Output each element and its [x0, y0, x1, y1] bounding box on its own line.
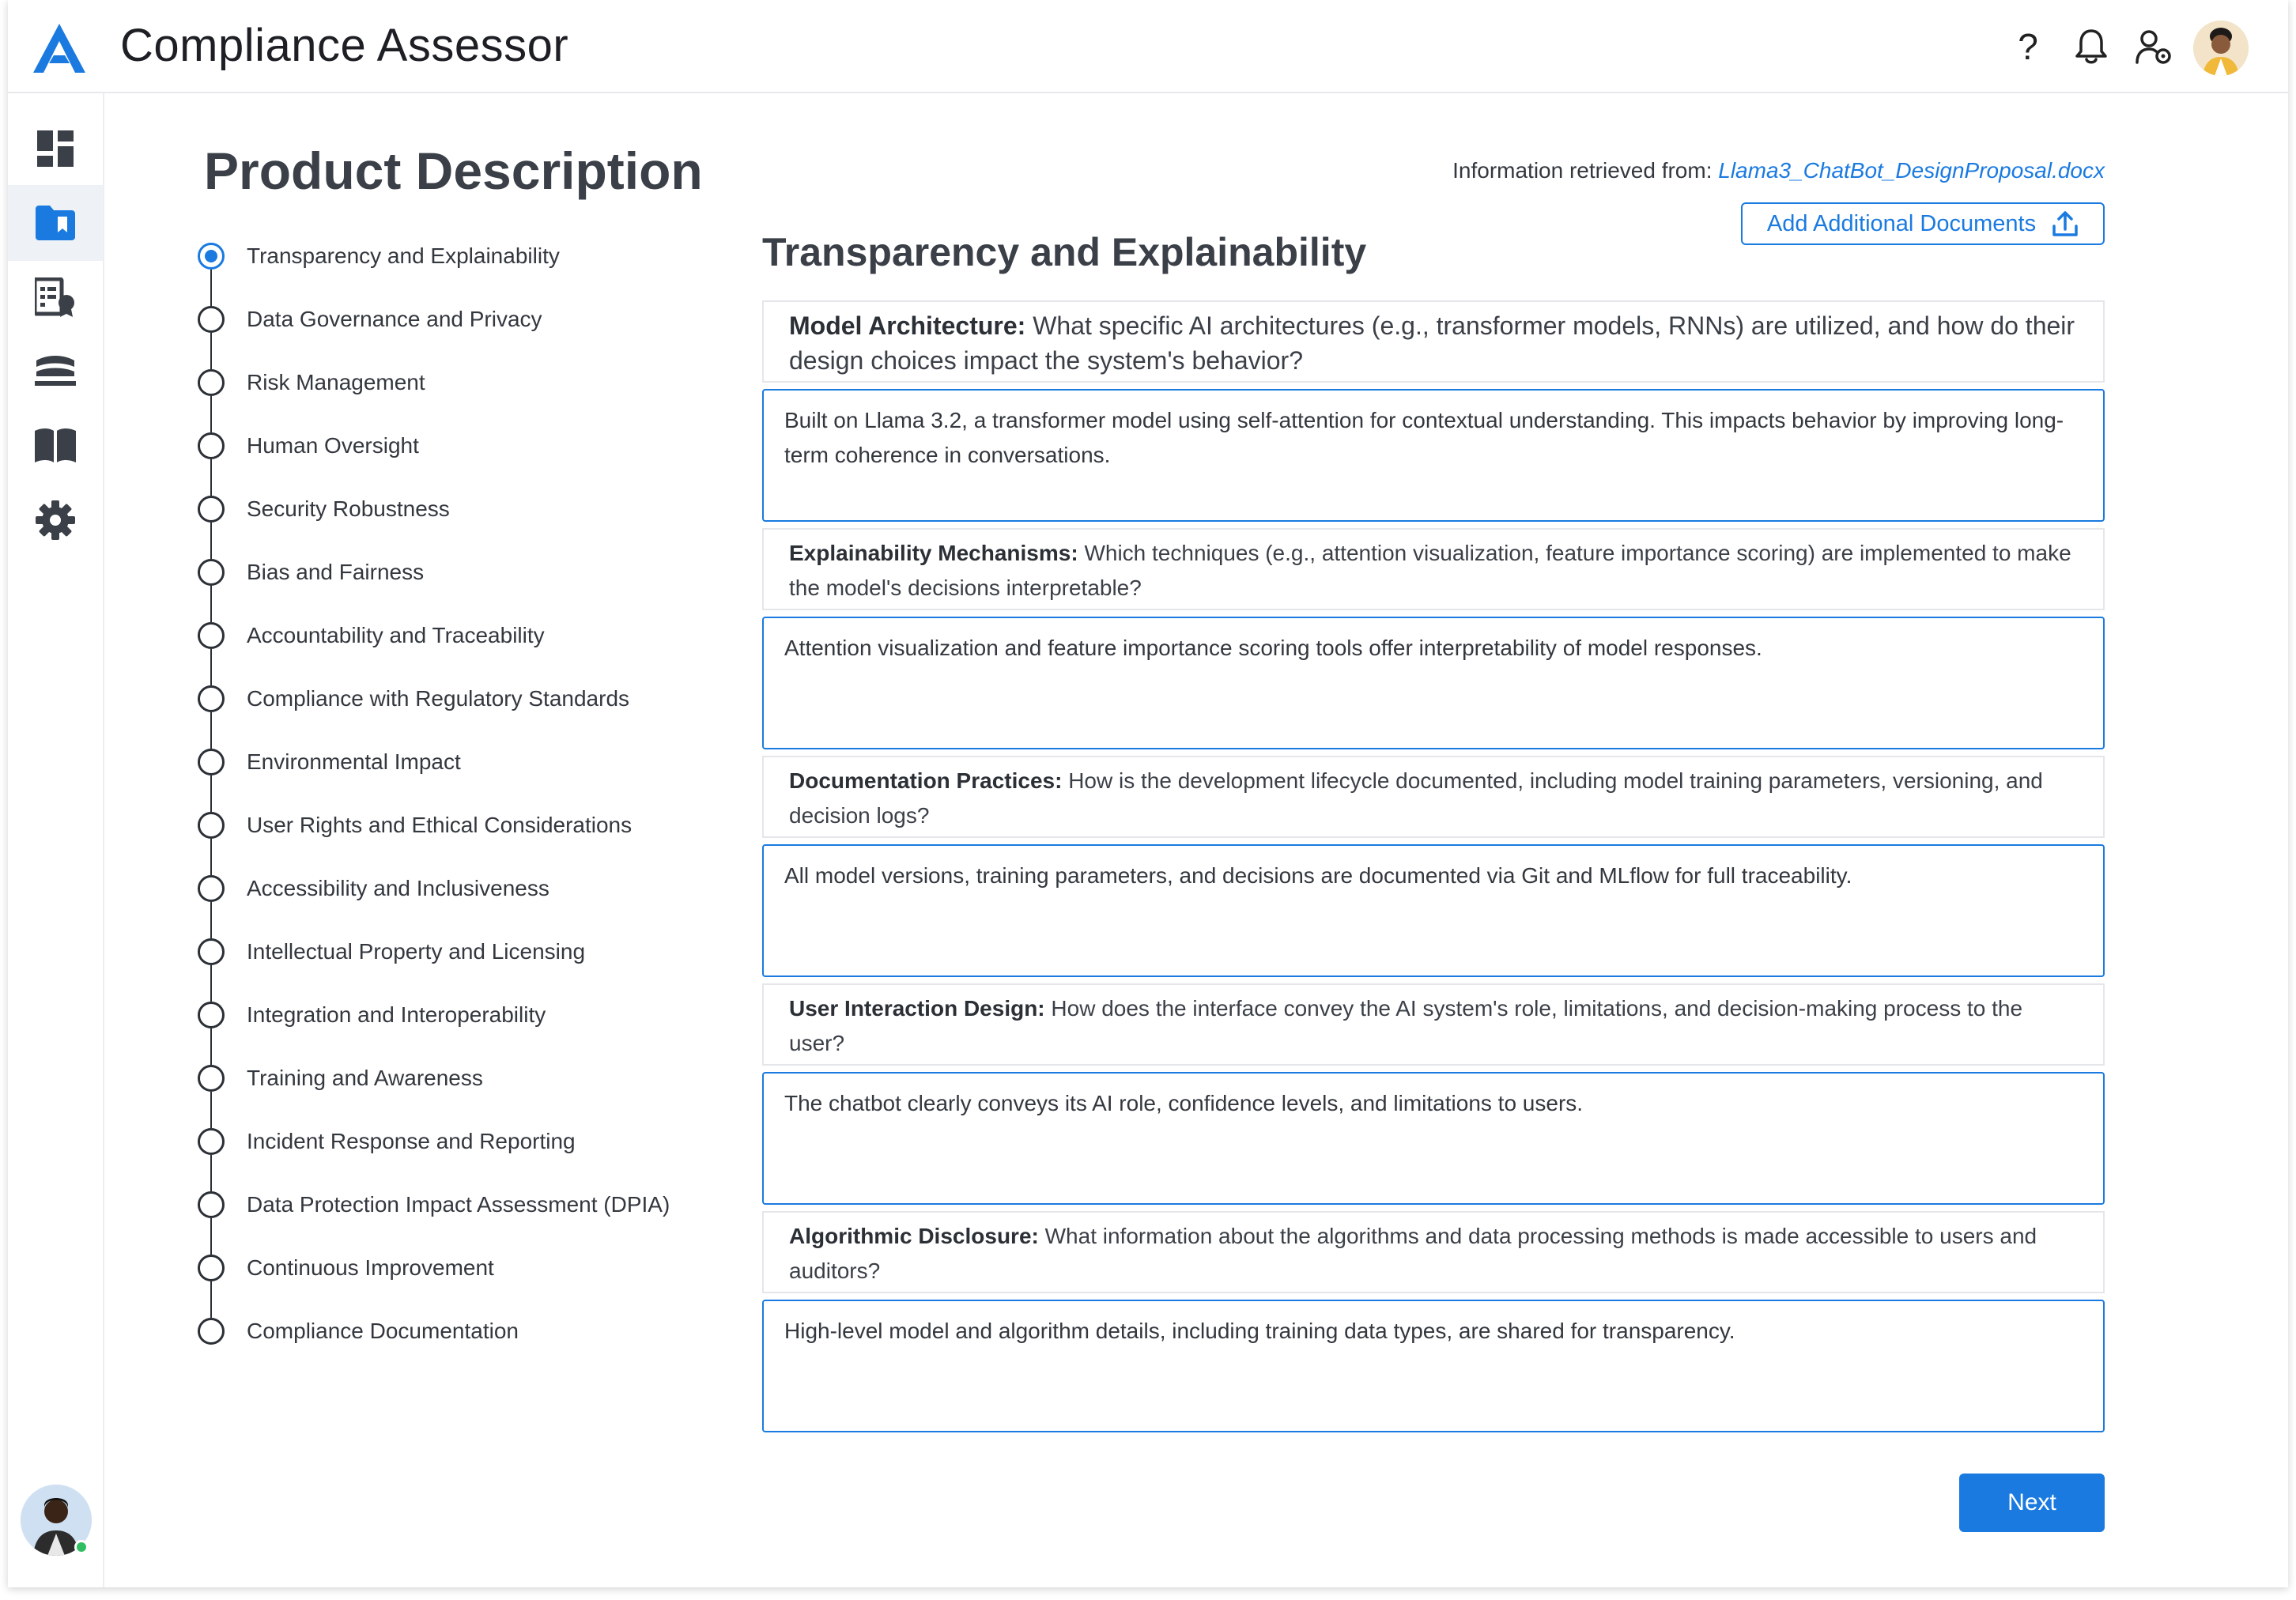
step-item[interactable] — [198, 999, 735, 1031]
hat-icon — [35, 356, 76, 387]
step-label: Intellectual Property and Licensing — [247, 939, 586, 964]
step-label: Integration and Interoperability — [247, 1002, 546, 1027]
app-title: Compliance Assessor — [120, 20, 569, 71]
step-connector — [210, 459, 212, 496]
step-connector — [210, 396, 212, 432]
step-label: Security Robustness — [247, 496, 450, 521]
step-radio[interactable] — [198, 685, 225, 712]
step-radio[interactable] — [198, 1002, 225, 1028]
step-radio[interactable] — [198, 749, 225, 775]
step-label: Incident Response and Reporting — [247, 1129, 576, 1153]
app-window — [8, 0, 2288, 1587]
step-radio[interactable] — [198, 938, 225, 965]
sidebar-item-folder[interactable] — [8, 185, 103, 261]
report-badge-icon — [35, 277, 76, 317]
help-glyph: ? — [2018, 26, 2038, 67]
question-box — [762, 1211, 2105, 1293]
question-box — [762, 983, 2105, 1066]
sidebar-item-settings[interactable] — [8, 482, 103, 558]
step-radio[interactable] — [198, 1318, 225, 1345]
app-logo-icon — [32, 22, 87, 74]
step-label: Continuous Improvement — [247, 1255, 494, 1280]
bell-shape — [2074, 28, 2109, 66]
page-title: Product Description — [204, 142, 703, 200]
step-item[interactable] — [198, 809, 735, 841]
step-item[interactable] — [198, 746, 735, 778]
step-item[interactable] — [198, 873, 735, 904]
online-status-dot — [74, 1540, 89, 1554]
question-box — [762, 300, 2105, 383]
folder-bookmark-icon — [36, 206, 75, 240]
step-item[interactable] — [198, 620, 735, 651]
step-label: Transparency and Explainability — [247, 243, 560, 268]
question-text: How is the development lifecycle documented, including model training parameters, versioning, and decision logs? — [789, 768, 2043, 828]
step-connector — [210, 1218, 212, 1255]
step-radio[interactable] — [198, 559, 225, 586]
step-connector — [210, 1092, 212, 1128]
question-text: What information about the algorithms and data processing methods is made accessible to users and auditors? — [789, 1224, 2037, 1283]
step-radio[interactable] — [198, 622, 225, 649]
step-connector — [210, 1028, 212, 1065]
step-label: Data Governance and Privacy — [247, 307, 542, 331]
question-heading: Explainability Mechanisms: — [789, 541, 1078, 565]
dashboard-icon — [37, 130, 74, 167]
info-prefix: Information retrieved from: — [1452, 158, 1719, 183]
step-item[interactable] — [198, 240, 735, 272]
step-connector — [210, 523, 212, 559]
answer-textarea[interactable]: Built on Llama 3.2, a transformer model using self-attention for contextual understanding. This impacts behavior by improving long-term coherence in conversations. — [762, 389, 2105, 522]
step-label: Accessibility and Inclusiveness — [247, 876, 549, 900]
step-item[interactable] — [198, 304, 735, 335]
step-item[interactable] — [198, 430, 735, 462]
step-label: Bias and Fairness — [247, 560, 425, 584]
book-icon — [35, 428, 76, 464]
step-label: User Rights and Ethical Considerations — [247, 813, 633, 837]
step-radio[interactable] — [198, 875, 225, 902]
step-connector — [210, 965, 212, 1002]
step-item[interactable] — [198, 1252, 735, 1284]
step-connector — [210, 586, 212, 622]
step-connector — [210, 712, 212, 749]
question-heading: Algorithmic Disclosure: — [789, 1224, 1039, 1248]
add-documents-button[interactable] — [1741, 202, 2105, 245]
question-text: What specific AI architectures (e.g., transformer models, RNNs) are utilized, and how do their design choices impact the system's behavior? — [789, 311, 2075, 375]
step-item[interactable] — [198, 1189, 735, 1221]
avatar-image — [2193, 21, 2249, 76]
step-radio[interactable] — [198, 432, 225, 459]
step-label: Risk Management — [247, 370, 425, 394]
question-heading: Documentation Practices: — [789, 768, 1063, 793]
avatar[interactable] — [2193, 21, 2249, 76]
step-label: Compliance Documentation — [247, 1319, 519, 1343]
step-radio[interactable] — [198, 306, 225, 333]
sidebar-item-training[interactable] — [8, 334, 103, 409]
step-item[interactable] — [198, 1315, 735, 1347]
user-gear-shape — [2135, 28, 2174, 66]
question-box — [762, 528, 2105, 610]
answer-textarea[interactable]: Attention visualization and feature importance scoring tools offer interpretability of model responses. — [762, 617, 2105, 749]
step-radio[interactable] — [198, 1191, 225, 1218]
section-title: Transparency and Explainability — [762, 230, 1367, 274]
step-item[interactable] — [198, 557, 735, 588]
step-connector — [210, 270, 212, 306]
step-label: Data Protection Impact Assessment (DPIA) — [247, 1192, 670, 1217]
step-radio[interactable] — [198, 1065, 225, 1092]
sidebar — [8, 93, 104, 1587]
help-icon[interactable] — [2008, 27, 2048, 66]
step-label: Training and Awareness — [247, 1066, 483, 1090]
step-connector — [210, 1281, 212, 1318]
sidebar-item-dashboard[interactable] — [8, 111, 103, 187]
info-source — [1241, 158, 2105, 183]
answer-textarea[interactable]: All model versions, training parameters, and decisions are documented via Git and MLflow for full traceability. — [762, 844, 2105, 977]
source-file-link[interactable]: Llama3_ChatBot_DesignProposal.docx — [1718, 158, 2105, 183]
gear-icon — [36, 500, 75, 540]
step-item[interactable] — [198, 683, 735, 715]
step-label: Environmental Impact — [247, 749, 461, 774]
step-radio[interactable] — [198, 1255, 225, 1281]
question-text: Which techniques (e.g., attention visualization, feature importance scoring) are implemented to make the model's decisions interpretable? — [789, 541, 2071, 600]
step-label: Compliance with Regulatory Standards — [247, 686, 630, 711]
step-item[interactable] — [198, 493, 735, 525]
step-connector — [210, 902, 212, 938]
step-item[interactable] — [198, 936, 735, 968]
top-bar — [8, 0, 2288, 93]
next-button[interactable]: Next — [1959, 1474, 2105, 1532]
upload-icon — [2052, 210, 2079, 237]
step-item[interactable] — [198, 1062, 735, 1094]
answer-textarea[interactable]: The chatbot clearly conveys its AI role, confidence levels, and limitations to users. — [762, 1072, 2105, 1205]
question-heading: User Interaction Design: — [789, 996, 1045, 1021]
add-documents-label: Add Additional Documents — [1766, 210, 2037, 236]
step-label: Accountability and Traceability — [247, 623, 545, 647]
sidebar-item-library[interactable] — [8, 408, 103, 484]
step-radio[interactable] — [198, 812, 225, 839]
step-connector — [210, 775, 212, 812]
step-item[interactable] — [198, 1126, 735, 1157]
step-radio[interactable] — [198, 496, 225, 523]
step-radio-active[interactable] — [198, 243, 225, 270]
step-label: Human Oversight — [247, 433, 419, 458]
step-connector — [210, 839, 212, 875]
step-radio[interactable] — [198, 1128, 225, 1155]
question-box — [762, 756, 2105, 838]
question-heading: Model Architecture: — [789, 311, 1026, 340]
step-connector — [210, 333, 212, 369]
user-settings-icon[interactable] — [2135, 27, 2174, 66]
question-text: How does the interface convey the AI system's role, limitations, and decision-making process to the user? — [789, 996, 2023, 1055]
step-connector — [210, 1155, 212, 1191]
step-item[interactable] — [198, 367, 735, 398]
bell-icon[interactable] — [2071, 27, 2111, 66]
answer-textarea[interactable]: High-level model and algorithm details, including training data types, are shared for transparency. — [762, 1300, 2105, 1432]
step-connector — [210, 649, 212, 685]
step-radio[interactable] — [198, 369, 225, 396]
sidebar-item-assessment[interactable] — [8, 259, 103, 335]
